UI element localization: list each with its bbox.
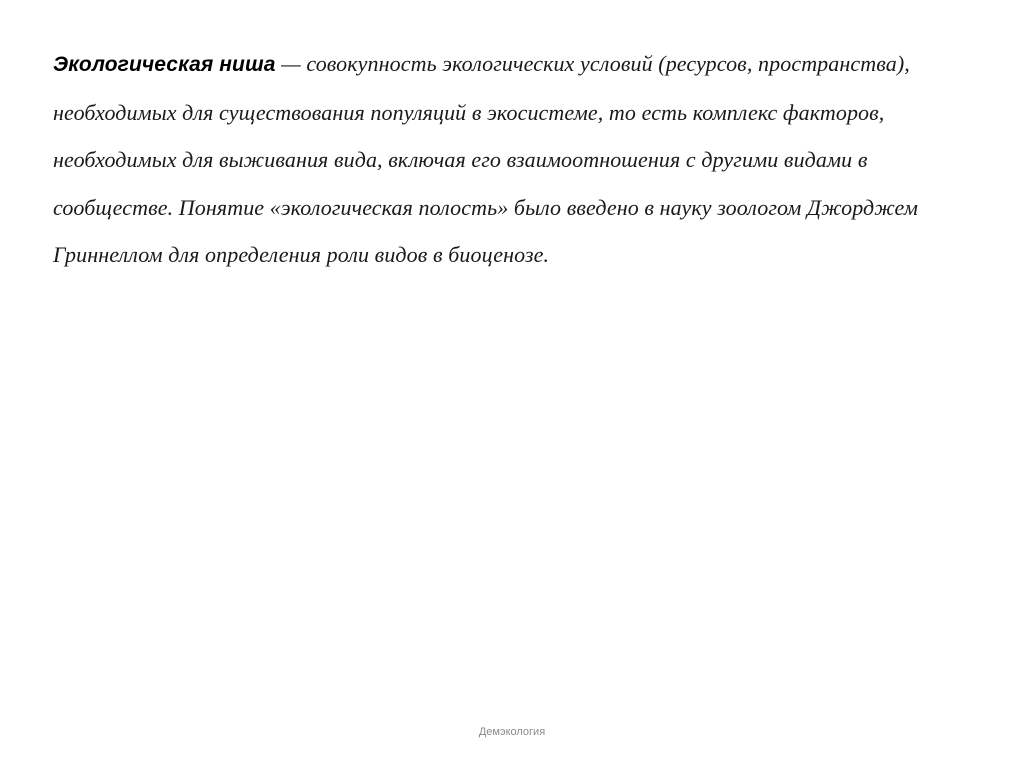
definition-paragraph <box>53 40 993 279</box>
slide-footer: Демэкология <box>478 726 546 738</box>
definition-text: — совокупность экологических условий (ресурсов, пространства), необходимых для существования популяций в экосистеме, то есть комплекс факторов, необходимых для выживания вида, включая его взаимоотношения с другими видами в сообществе. Понятие «экологическая полость» было введено в науку зоологом Джорджем Гриннеллом для определения роли видов в биоценозе. <box>53 51 918 267</box>
definition-term: Экологическая ниша <box>53 53 276 76</box>
